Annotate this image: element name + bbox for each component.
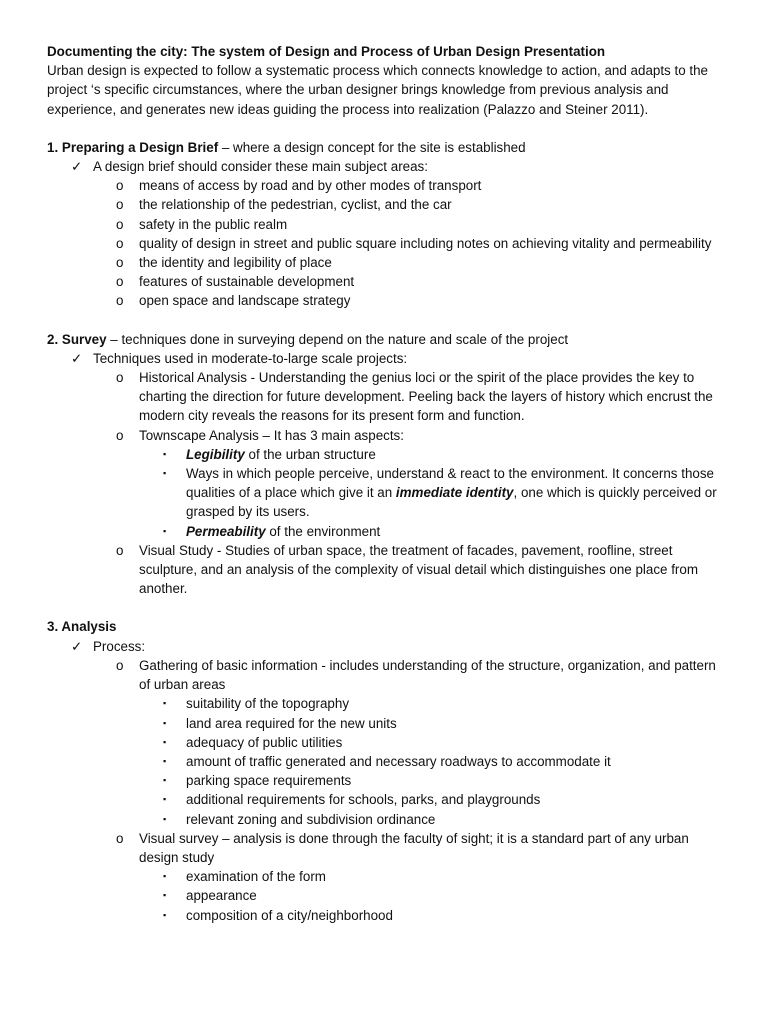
circle-bullet-icon: o — [116, 293, 124, 309]
list-item: o open space and landscape strategy — [116, 291, 728, 310]
list-item: o quality of design in street and public square including notes on achieving vitality and permeability — [116, 234, 728, 253]
check-icon: ✓ — [71, 638, 83, 654]
square-bullet-icon: ▪ — [163, 525, 167, 536]
checklist-item: ✓ A design brief should consider these main subject areas: — [71, 157, 728, 176]
list-item: o Gathering of basic information - includes understanding of the structure, organization, and pattern of urban areas — [116, 657, 716, 693]
check-icon: ✓ — [71, 350, 83, 366]
square-bullet-icon: ▪ — [163, 813, 167, 824]
list-item: o means of access by road and by other modes of transport — [116, 176, 728, 195]
circle-bullet-icon: o — [116, 216, 124, 232]
square-bullet-icon: ▪ — [163, 871, 167, 882]
circle-bullet-icon: o — [116, 657, 124, 673]
list-item: o Visual survey – analysis is done through the faculty of sight; it is a standard part of any urban design study — [116, 830, 689, 865]
circle-bullet-icon: o — [116, 370, 124, 386]
sub-list-item: ▪ Permeability of the environment — [163, 522, 728, 541]
circle-bullet-icon: o — [116, 255, 124, 271]
intro-paragraph: Urban design is expected to follow a systematic process which connects knowledge to action, and adapts to the project ‘s specific circumstances, where the urban designer brings knowledge from previous analysis and experience, and generates new ideas guiding the process into realization (Palazzo and Steiner 2011). — [47, 63, 708, 117]
sub-list-item: ▪ amount of traffic generated and necessary roadways to accommodate it — [163, 752, 728, 771]
emphasis-legibility: Legibility — [186, 446, 245, 462]
section-3-title: 3. Analysis — [47, 619, 117, 635]
circle-bullet-icon: o — [116, 427, 124, 443]
sub-list-item: ▪ land area required for the new units — [163, 714, 728, 733]
check-icon: ✓ — [71, 159, 83, 175]
square-bullet-icon: ▪ — [163, 775, 167, 786]
circle-bullet-icon: o — [116, 178, 124, 194]
square-bullet-icon: ▪ — [163, 909, 167, 920]
sub-list-item: ▪ composition of a city/neighborhood — [163, 906, 728, 925]
list-item: o Townscape Analysis – It has 3 main aspects: — [116, 426, 728, 445]
circle-bullet-icon: o — [116, 197, 124, 213]
emphasis-immediate-identity: immediate identity — [395, 485, 514, 501]
list-item: o Historical Analysis - Understanding the genius loci or the spirit of the place provides the key to charting the direction for future development. Peeling back the layers of history which encrust the modern city reveals the reasons for its present form and function. — [116, 370, 713, 424]
emphasis-permeability: Permeability — [186, 523, 266, 539]
sub-list-item: ▪ Ways in which people perceive, understand & react to the environment. It concerns those qualities of a place which give it an immediate identity, one which is quickly perceived or grasped by its users. — [163, 466, 717, 520]
circle-bullet-icon: o — [116, 830, 124, 846]
section-2-title: 2. Survey — [47, 331, 107, 347]
section-1-title: 1. Preparing a Design Brief — [47, 139, 219, 155]
sub-list-item: ▪ Legibility of the urban structure — [163, 445, 728, 464]
sub-list-item: ▪ relevant zoning and subdivision ordinance — [163, 810, 728, 829]
list-item: o Visual Study - Studies of urban space, the treatment of facades, pavement, roofline, street sculpture, and an analysis of the complexity of visual detail which distinguishes one place from another. — [116, 542, 698, 597]
square-bullet-icon: ▪ — [163, 468, 167, 479]
square-bullet-icon: ▪ — [163, 890, 167, 901]
square-bullet-icon: ▪ — [163, 736, 167, 747]
sub-list-item: ▪ suitability of the topography — [163, 694, 728, 713]
sub-list-item: ▪ parking space requirements — [163, 771, 728, 790]
square-bullet-icon: ▪ — [163, 448, 167, 459]
square-bullet-icon: ▪ — [163, 698, 167, 709]
sub-list-item: ▪ examination of the form — [163, 867, 728, 886]
section-2-desc: – techniques done in surveying depend on the nature and scale of the project — [106, 331, 569, 347]
list-item: o the relationship of the pedestrian, cyclist, and the car — [116, 195, 728, 214]
checklist-item: ✓ Process: — [71, 637, 728, 656]
section-2-heading-line — [47, 330, 728, 349]
section-1-heading-line — [47, 138, 728, 157]
document-title: Documenting the city: The system of Design and Process of Urban Design Presentation — [47, 44, 606, 59]
square-bullet-icon: ▪ — [163, 717, 167, 728]
list-item: o safety in the public realm — [116, 215, 728, 234]
section-1-desc: – where a design concept for the site is established — [218, 139, 526, 155]
list-item: o the identity and legibility of place — [116, 253, 728, 272]
checklist-item: ✓ Techniques used in moderate-to-large scale projects: — [71, 349, 728, 368]
sub-list-item: ▪ appearance — [163, 886, 728, 905]
sub-list-item: ▪ adequacy of public utilities — [163, 733, 728, 752]
list-item: o features of sustainable development — [116, 272, 728, 291]
sub-list-item: ▪ additional requirements for schools, parks, and playgrounds — [163, 790, 728, 809]
circle-bullet-icon: o — [116, 542, 124, 558]
square-bullet-icon: ▪ — [163, 794, 167, 805]
square-bullet-icon: ▪ — [163, 755, 167, 766]
circle-bullet-icon: o — [116, 235, 124, 251]
circle-bullet-icon: o — [116, 274, 124, 290]
